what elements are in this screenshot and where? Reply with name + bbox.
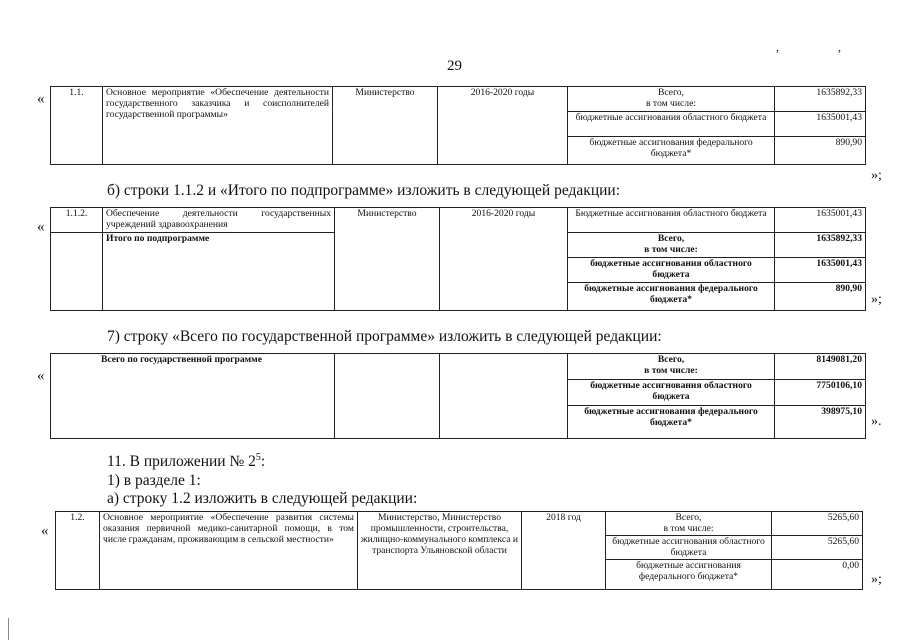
funding-value: 5265,60	[772, 536, 863, 560]
program-total-label: Всего по государственной программе	[51, 354, 335, 439]
funding-label: Всего, в том числе:	[568, 354, 775, 380]
funding-label: Всего, в том числе:	[606, 512, 772, 536]
funding-label: бюджетные ассигнования областного бюджета	[568, 258, 775, 283]
scan-edge-line	[8, 618, 9, 640]
funding-label: Бюджетные ассигнования областного бюджета	[568, 208, 775, 233]
funding-value: 1635892,33	[775, 233, 866, 258]
quote-open-4: «	[41, 523, 49, 539]
paragraph-section-1: 1) в разделе 1:	[107, 472, 201, 489]
table-3	[50, 353, 866, 439]
funding-label: бюджетные ассигнования областного бюджета	[568, 112, 775, 137]
funding-value: 398975,10	[775, 406, 866, 439]
funding-value: 8149081,20	[775, 354, 866, 380]
row-number: 1.1.	[51, 87, 103, 165]
funding-value: 7750106,10	[775, 380, 866, 406]
executor-blank-cell	[335, 354, 440, 439]
funding-label: Всего, в том числе:	[568, 233, 775, 258]
funding-value: 890,90	[775, 283, 866, 311]
executor: Министерство	[335, 208, 440, 311]
table-1	[50, 86, 866, 165]
executor: Министерство, Министерство промышленности, строительства, жилищно-коммунального комплекса и транспорта Ульяновской области	[358, 512, 522, 590]
paragraph-11-colon: :	[260, 453, 266, 471]
row-number: 1.1.2.	[51, 208, 103, 233]
paragraph-11	[107, 452, 265, 471]
funding-value: 1635892,33	[775, 87, 866, 112]
page-number: 29	[447, 58, 462, 74]
quote-open-3: «	[37, 368, 45, 384]
row-number: 1.2.	[56, 512, 100, 590]
table-2	[50, 207, 866, 311]
scan-marks: , ,	[776, 40, 869, 54]
period-blank-cell	[440, 354, 568, 439]
funding-label: бюджетные ассигнования федерального бюджета*	[606, 560, 772, 590]
paragraph-11-superscript: 5	[255, 452, 261, 463]
funding-label: бюджетные ассигнования областного бюджета	[568, 380, 775, 406]
funding-label: бюджетные ассигнования федерального бюджета*	[568, 406, 775, 439]
funding-value: 1635001,43	[775, 208, 866, 233]
funding-label: бюджетные ассигнования федерального бюджета*	[568, 283, 775, 311]
funding-label: бюджетные ассигнования федерального бюджета*	[568, 137, 775, 165]
measure-name: Основное мероприятие «Обеспечение развития системы оказания первичной медико-санитарной помощи, в том числе гражданам, проживающим в сельской местности»	[100, 512, 358, 590]
quote-open-2: «	[37, 219, 45, 235]
paragraph-7: 7) строку «Всего по государственной программе» изложить в следующей редакции:	[107, 328, 662, 345]
paragraph-a: а) строку 1.2 изложить в следующей редакции:	[107, 490, 418, 507]
table-4	[55, 511, 863, 590]
period: 2016-2020 годы	[440, 208, 568, 311]
quote-close-2: »;	[871, 292, 882, 307]
total-blank-cell	[51, 233, 103, 311]
funding-value: 1635001,43	[775, 258, 866, 283]
funding-value: 5265,60	[772, 512, 863, 536]
funding-value: 890,90	[775, 137, 866, 165]
period: 2018 год	[522, 512, 606, 590]
subprogram-total-label: Итого по подпрограмме	[103, 233, 335, 311]
funding-value: 1635001,43	[775, 112, 866, 137]
funding-label: бюджетные ассигнования областного бюджета	[606, 536, 772, 560]
quote-close-1: »;	[871, 168, 882, 183]
quote-close-4: »;	[871, 572, 882, 587]
quote-open-1: «	[37, 91, 45, 107]
period: 2016-2020 годы	[438, 87, 568, 165]
measure-name: Основное мероприятие «Обеспечение деятельности государственного заказчика и соисполнителей государственной программы»	[103, 87, 333, 165]
executor: Министерство	[333, 87, 438, 165]
quote-close-3: ».	[871, 414, 882, 429]
funding-label: Всего, в том числе:	[568, 87, 775, 112]
paragraph-11-text: 11. В приложении № 2	[107, 453, 256, 471]
measure-name: Обеспечение деятельности государственных учреждений здравоохранения	[103, 208, 335, 233]
funding-value: 0,00	[772, 560, 863, 590]
paragraph-b: б) строки 1.1.2 и «Итого по подпрограмме» изложить в следующей редакции:	[107, 182, 621, 199]
